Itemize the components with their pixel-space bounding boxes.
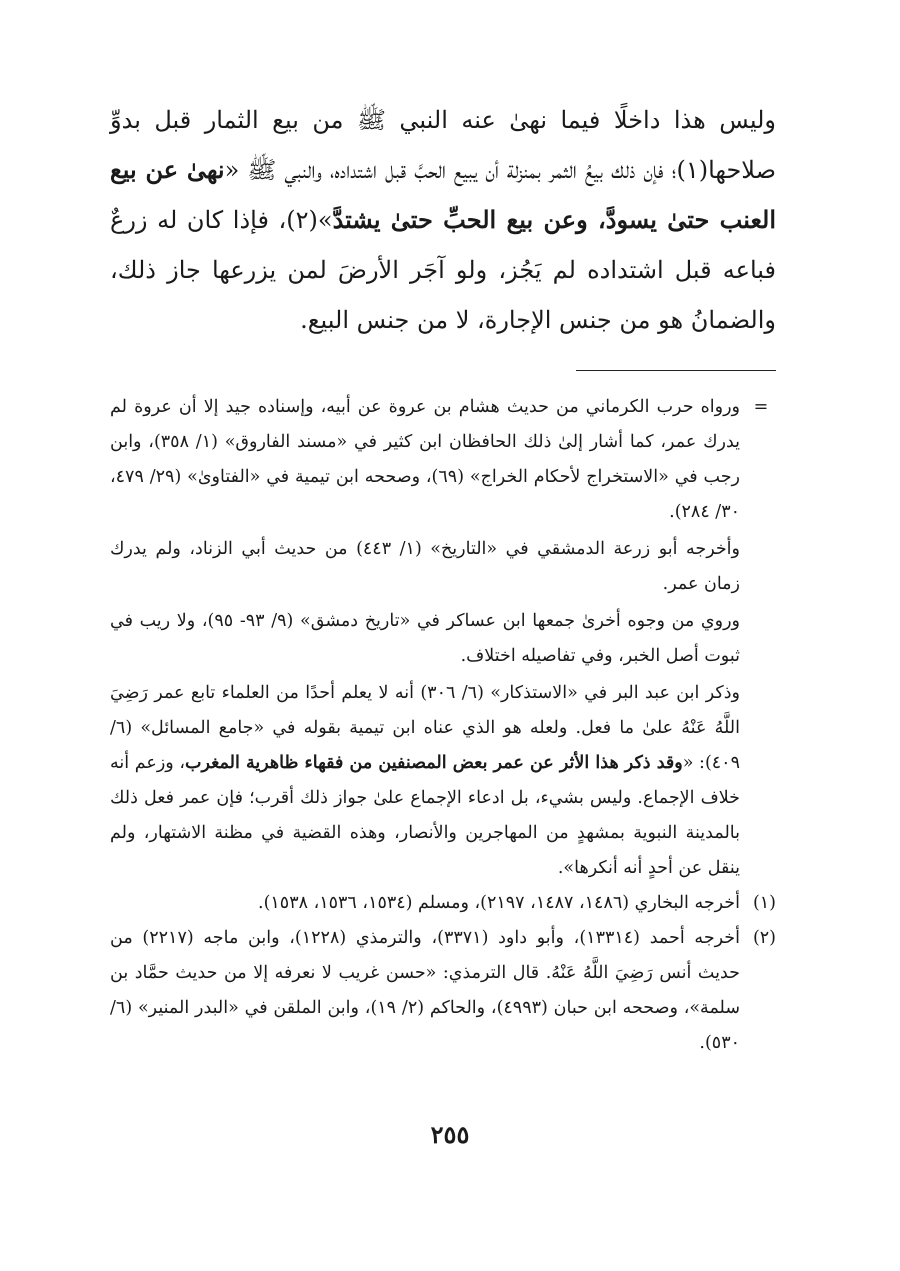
footnote-para-4 <box>110 676 740 886</box>
footnotes <box>110 390 776 1061</box>
footnote-para-1: ورواه حرب الكرماني من حديث هشام بن عروة عن أبيه، وإسناده جيد إلا أن عروة لم يدرك عمر، كما أشار إلىٰ ذلك الحافظان ابن كثير في «مسند الفاروق» (١/ ٣٥٨)، وابن رجب في «الاستخراج لأحكام الخراج» (٦٩)، وصححه ابن تيمية في «الفتاوىٰ» (٢٩/ ٤٧٩، ٣٠/ ٢٨٤). <box>110 397 741 522</box>
footnote-continuation <box>110 390 769 530</box>
footnote-para-4-start: وذكر ابن عبد البر في «الاستذكار» (٦/ ٣٠٦) أنه لا يعلم أحدًا من العلماء تابع عمر رَضِيَ اللَّهُ عَنْهُ علىٰ ما فعل. ولعله هو الذي عناه ابن تيمية بقوله في «جامع المسائل» (٦/ ٤٠٩): « <box>110 683 740 773</box>
main-paragraph-start: وليس هذا داخلًا فيما نهىٰ عنه النبي ﷺ من بيع الثمار قبل بدوِّ صلاحها(١)؛ فإن ذلك بيعُ الثمر بمنزلة أن يبيع الحبَّ قبل اشتداده، والنبي ﷺ « <box>110 106 777 184</box>
continuation-marker: = <box>753 397 769 417</box>
main-text <box>110 95 776 345</box>
footnote-2-text: أخرجه أحمد (١٣٣١٤)، وأبو داود (٣٣٧١)، والترمذي (١٢٢٨)، وابن ماجه (٢٢١٧) من حديث أنس رَضِيَ اللَّهُ عَنْهُ. قال الترمذي: «حسن غريب لا نعرفه إلا من حديث حمَّاد بن سلمة»، وصححه ابن حبان (٤٩٩٣)، والحاكم (٢/ ١٩)، وابن الملقن في «البدر المنير» (٦/ ٥٣٠). <box>110 928 741 1053</box>
main-paragraph <box>110 95 776 345</box>
footnote-2-number: (٢) <box>752 928 776 948</box>
footnote-para-4-end: ، وزعم أنه خلاف الإجماع. وليس بشيء، بل ادعاء الإجماع علىٰ جواز ذلك أقرب؛ فإن عمر فعل ذلك بالمدينة النبوية بمشهدٍ من المهاجرين والأنصار، وهذه القضية في مظنة الاشتهار، ولم ينقل عن أحدٍ أنه أنكرها». <box>110 753 740 878</box>
footnote-para-2: وأخرجه أبو زرعة الدمشقي في «التاريخ» (١/ ٤٤٣) من حديث أبي الزناد، ولم يدرك زمان عمر. <box>110 539 740 594</box>
hadith-quote: نهىٰ عن بيع العنب حتىٰ يسودَّ، وعن بيع الحبِّ حتىٰ يشتدَّ <box>110 155 776 234</box>
footnote-1-number: (١) <box>752 893 776 913</box>
footnote-1 <box>110 886 776 921</box>
main-paragraph-end: »(٢)، فإذا كان له زرعٌ فباعه قبل اشتداده لم يَجُز، ولو آجَر الأرضَ لمن يزرعها جاز ذلك، والضمانُ هو من جنس الإجارة، لا من جنس البيع. <box>110 206 776 334</box>
footnote-para-4-quote: وقد ذكر هذا الأثر عن عمر بعض المصنفين من فقهاء ظاهرية المغرب <box>184 753 683 773</box>
page-number: ٢٥٥ <box>430 1120 470 1149</box>
footnote-separator <box>576 370 776 371</box>
footnote-para-3: وروي من وجوه أخرىٰ جمعها ابن عساكر في «تاريخ دمشق» (٩/ ٩٣- ٩٥)، ولا ريب في ثبوت أصل الخبر، وفي تفاصيله اختلاف. <box>110 611 740 666</box>
footnote-1-text: أخرجه البخاري (١٤٨٦، ١٤٨٧، ٢١٩٧)، ومسلم (١٥٣٤، ١٥٣٦، ١٥٣٨). <box>258 893 740 913</box>
footnote-2 <box>110 921 776 1061</box>
